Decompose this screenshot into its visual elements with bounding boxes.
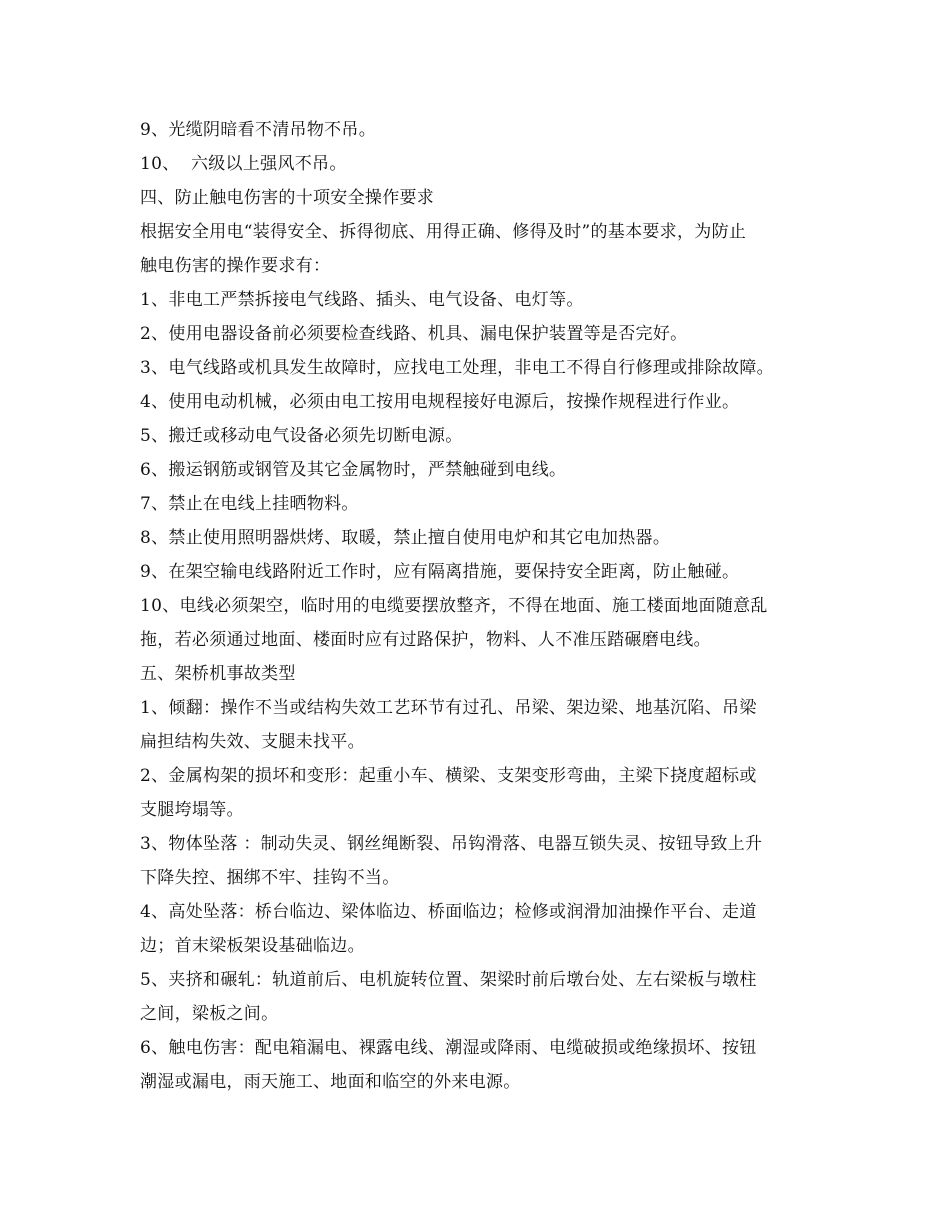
text-line: 1、非电工严禁拆接电气线路、插头、电气设备、电灯等。 [140,290,584,310]
text-line: 3、物体坠落 ：制动失灵、钢丝绳断裂、吊钩滑落、电器互锁失灵、按钮导致上升 [140,834,763,854]
text-line: 5、搬迁或移动电气设备必须先切断电源。 [140,426,463,446]
text-line: 1、倾翻：操作不当或结构失效工艺环节有过孔、吊梁、架边梁、地基沉陷、吊梁 [140,698,757,718]
text-line: 3、电气线路或机具发生故障时，应找电工处理，非电工不得自行修理或排除故障。 [140,358,774,378]
text-line: 扁担结构失效、支腿未找平。 [140,732,365,752]
text-line: 2、金属构架的损坏和变形：起重小车、横梁、支架变形弯曲，主梁下挠度超标或 [140,766,757,786]
document-body [140,113,820,1099]
text-line: 2、使用电器设备前必须要检查线路、机具、漏电保护装置等是否完好。 [140,324,688,344]
text-line: 潮湿或漏电，雨天施工、地面和临空的外来电源。 [140,1072,521,1092]
text-line: 之间，梁板之间。 [140,1004,279,1024]
text-line: 6、触电伤害：配电箱漏电、裸露电线、潮湿或降雨、电缆破损或绝缘损坏、按钮 [140,1038,757,1058]
text-line: 4、使用电动机械，必须由电工按用电规程接好电源后，按操作规程进行作业。 [140,392,740,412]
text-line: 10、 六级以上强风不吊。 [140,154,347,174]
text-line: 拖，若必须通过地面、楼面时应有过路保护，物料、人不准压踏碾磨电线。 [140,630,711,650]
text-line: 5、夹挤和碾轧：轨道前后、电机旋转位置、架梁时前后墩台处、左右梁板与墩柱 [140,970,757,990]
text-line: 10、电线必须架空，临时用的电缆要摆放整齐，不得在地面、施工楼面地面随意乱 [140,596,768,616]
text-line: 下降失控、捆绑不牢、挂钩不当。 [140,868,400,888]
text-line: 7、禁止在电线上挂晒物料。 [140,494,359,514]
section-heading: 四、防止触电伤害的十项安全操作要求 [140,188,435,208]
text-line: 触电伤害的操作要求有： [140,256,331,276]
text-line: 4、高处坠落：桥台临边、梁体临边、桥面临边；检修或润滑加油操作平台、走道 [140,902,757,922]
section-heading: 五、架桥机事故类型 [140,664,296,684]
text-line: 6、搬运钢筋或钢管及其它金属物时，严禁触碰到电线。 [140,460,567,480]
text-line: 边；首末梁板架设基础临边。 [140,936,365,956]
text-line: 9、光缆阴暗看不清吊物不吊。 [140,120,377,140]
text-line: 根据安全用电“装得安全、拆得彻底、用得正确、修得及时”的基本要求，为防止 [140,222,747,242]
text-line: 9、在架空输电线路附近工作时，应有隔离措施，要保持安全距离，防止触碰。 [140,562,740,582]
text-line: 支腿垮塌等。 [140,800,244,820]
text-line: 8、禁止使用照明器烘烤、取暖，禁止擅自使用电炉和其它电加热器。 [140,528,671,548]
